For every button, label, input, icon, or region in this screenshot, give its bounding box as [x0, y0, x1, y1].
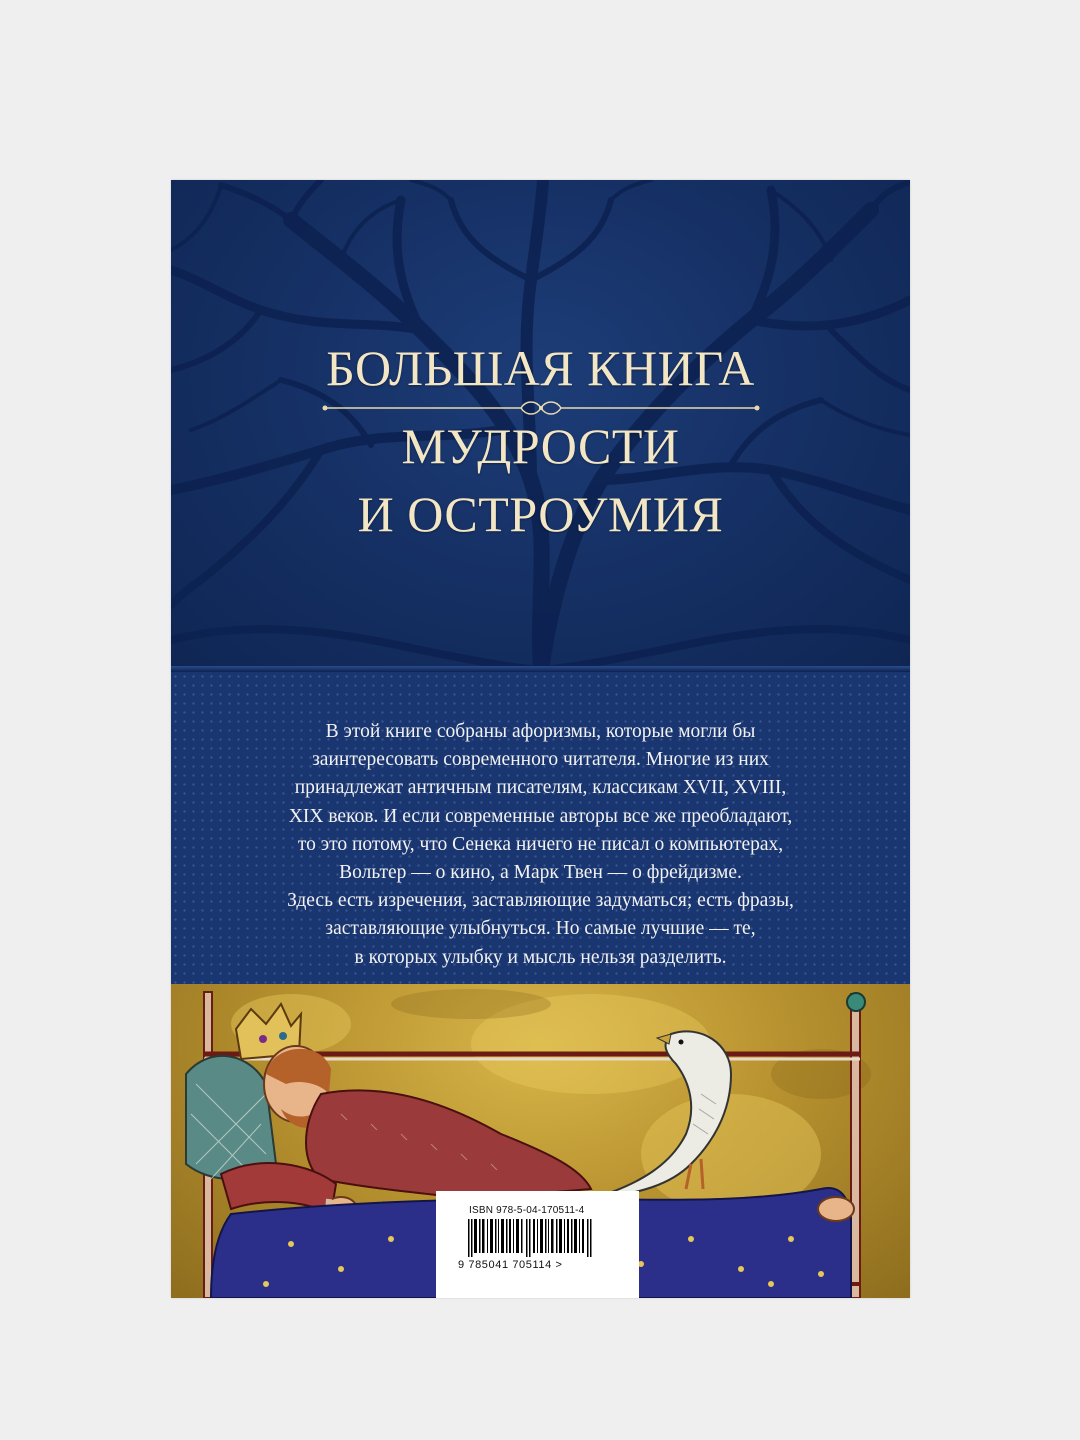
annotation-line: принадлежат античным писателям, классикам XVII, XVIII,	[294, 777, 787, 799]
barcode-icon	[468, 1219, 592, 1257]
barcode-digits: 9 785041 705114 >	[458, 1259, 563, 1271]
annotation-line: Вольтер — о кино, а Марк Твен — о фрейдизме.	[339, 862, 742, 884]
title-line-3: И ОСТРОУМИЯ	[357, 486, 724, 542]
annotation-line: XIX веков. И если современные авторы все же преобладают,	[288, 805, 793, 827]
title-line-2: МУДРОСТИ	[401, 418, 680, 474]
annotation-line: Здесь есть изречения, заставляющие задуматься; есть фразы,	[287, 890, 794, 912]
book-annotation	[211, 718, 870, 972]
annotation-line: заинтересовать современного читателя. Многие из них	[312, 749, 769, 771]
illustration-panel	[171, 984, 910, 1298]
title-panel	[171, 180, 910, 670]
annotation-panel	[171, 672, 910, 984]
annotation-line: в которых улыбку и мысль нельзя разделить.	[354, 946, 727, 968]
isbn-text: ISBN 978-5-04-170511-4	[469, 1205, 585, 1216]
annotation-line: В этой книге собраны афоризмы, которые могли бы	[325, 721, 756, 742]
book-back-cover	[171, 180, 910, 1298]
barcode-label	[436, 1191, 639, 1298]
title-divider-ornament-icon	[321, 398, 761, 418]
book-title	[171, 340, 910, 542]
title-line-1: БОЛЬШАЯ КНИГА	[326, 340, 755, 396]
annotation-line: то это потому, что Сенека ничего не писал о компьютерах,	[297, 833, 784, 855]
annotation-line: заставляющие улыбнуться. Но самые лучшие — те,	[325, 918, 756, 940]
